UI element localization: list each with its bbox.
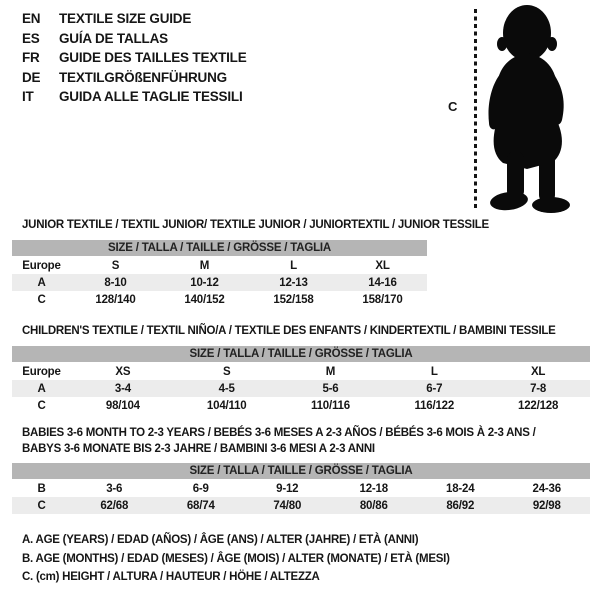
table-cell: 98/104 <box>105 399 140 412</box>
table-cell: 68/74 <box>158 497 245 514</box>
language-row <box>22 9 247 29</box>
guide-title: TEXTILGRÖßENFÜHRUNG <box>59 69 227 85</box>
junior-size-table <box>12 240 427 308</box>
row-label-cell: C <box>12 497 71 514</box>
babies-title-line1: BABIES 3-6 MONTH TO 2-3 YEARS / BEBÉS 3-6 MESES A 2-3 AÑOS / BÉBÉS 3-6 MOIS À 2-3 ANS / <box>22 427 536 439</box>
table-cell: 80/86 <box>331 497 418 514</box>
language-code: ES <box>22 30 40 46</box>
table-cell: 12-13 <box>249 274 338 291</box>
table-cell: S <box>111 260 120 272</box>
babies-section-title <box>22 425 536 457</box>
table-cell: 6-7 <box>382 380 486 397</box>
table-cell: M <box>325 366 336 378</box>
table-cell: 86/92 <box>417 497 504 514</box>
language-code: DE <box>22 69 41 85</box>
table-cell: 110/116 <box>311 399 350 412</box>
table-row <box>12 291 427 308</box>
footnote-c: C. (cm) HEIGHT / ALTURA / HAUTEUR / HÖHE / ALTEZZA <box>22 571 320 584</box>
size-header-cell: SIZE / TALLA / TAILLE / GRÖSSE / TAGLIA <box>12 240 427 257</box>
table-cell: 3-4 <box>71 380 175 397</box>
table-cell: XL <box>530 366 546 378</box>
language-row <box>22 87 247 107</box>
guide-title: GUIDA ALLE TAGLIE TESSILI <box>59 89 243 104</box>
table-cell: 4-5 <box>175 380 279 397</box>
babies-title-line2: BABYS 3-6 MONATE BIS 2-3 JAHRE / BAMBINI 3-6 MESI A 2-3 ANNI <box>22 443 375 455</box>
table-cell: 6-9 <box>192 483 209 495</box>
table-row <box>12 497 590 514</box>
guide-title: GUIDE DES TAILLES TEXTILE <box>59 50 247 65</box>
language-code: IT <box>22 89 34 104</box>
table-row <box>12 257 427 274</box>
table-cell: XS <box>115 366 131 378</box>
children-size-table <box>12 346 590 414</box>
table-cell: 3-6 <box>106 483 123 495</box>
table-row <box>12 397 590 414</box>
babies-size-table <box>12 463 590 514</box>
children-section-title: CHILDREN'S TEXTILE / TEXTIL NIÑO/A / TEXTILE DES ENFANTS / KINDERTEXTIL / BAMBINI TESSILE <box>22 325 556 337</box>
guide-title: TEXTILE SIZE GUIDE <box>59 11 192 26</box>
table-cell: 104/110 <box>206 399 247 412</box>
table-cell: 12-18 <box>359 483 388 495</box>
baby-silhouette-icon <box>487 3 587 213</box>
table-cell: 7-8 <box>486 380 590 397</box>
table-cell: 8-10 <box>71 274 160 291</box>
row-label-cell: B <box>37 483 46 495</box>
table-cell: 18-24 <box>446 483 475 495</box>
table-cell: L <box>430 366 438 378</box>
row-label-cell: A <box>12 274 71 291</box>
table-cell: 5-6 <box>279 380 383 397</box>
table-header-row <box>12 240 427 257</box>
table-cell: 128/140 <box>95 293 136 306</box>
row-label-cell: Europe <box>22 366 61 378</box>
row-label-cell: Europe <box>22 260 61 272</box>
language-code: FR <box>22 50 40 65</box>
language-code: EN <box>22 11 41 26</box>
language-row <box>22 48 247 68</box>
table-cell: S <box>222 366 231 378</box>
table-cell: 152/158 <box>273 293 314 306</box>
table-cell: 9-12 <box>276 483 299 495</box>
table-cell: L <box>290 260 297 272</box>
language-row <box>22 29 247 49</box>
table-cell: 14-16 <box>338 274 427 291</box>
table-cell: 92/98 <box>504 497 591 514</box>
footnote-legend <box>22 531 450 587</box>
guide-title: GUÍA DE TALLAS <box>59 30 168 46</box>
table-row <box>12 380 590 397</box>
table-cell: M <box>199 260 210 272</box>
table-header-row <box>12 346 590 363</box>
language-row <box>22 68 247 88</box>
row-label-cell: C <box>37 399 46 412</box>
table-cell: 74/80 <box>244 497 331 514</box>
table-row <box>12 274 427 291</box>
table-cell: 10-12 <box>160 274 249 291</box>
table-header-row <box>12 463 590 480</box>
table-cell: 122/128 <box>518 399 559 412</box>
table-row <box>12 363 590 380</box>
footnote-a: A. AGE (YEARS) / EDAD (AÑOS) / ÂGE (ANS) / ALTER (JAHRE) / ETÀ (ANNI) <box>22 534 419 546</box>
table-cell: 140/152 <box>184 293 225 306</box>
table-cell: 24-36 <box>532 483 561 495</box>
height-dotted-line <box>474 9 477 210</box>
row-label-cell: C <box>37 293 46 306</box>
footnote-b: B. AGE (MONTHS) / EDAD (MESES) / ÂGE (MOIS) / ALTER (MONATE) / ETÀ (MESI) <box>22 552 450 565</box>
row-label-cell: A <box>12 380 71 397</box>
language-header <box>22 9 247 107</box>
table-cell: XL <box>375 260 390 272</box>
table-cell: 158/170 <box>362 293 403 306</box>
size-header-cell: SIZE / TALLA / TAILLE / GRÖSSE / TAGLIA <box>12 346 590 363</box>
height-measure-label: C <box>448 99 458 114</box>
table-row <box>12 480 590 497</box>
size-header-cell: SIZE / TALLA / TAILLE / GRÖSSE / TAGLIA <box>12 463 590 480</box>
table-cell: 116/122 <box>414 399 455 412</box>
junior-section-title: JUNIOR TEXTILE / TEXTIL JUNIOR/ TEXTILE JUNIOR / JUNIORTEXTIL / JUNIOR TESSILE <box>22 219 489 231</box>
table-cell: 62/68 <box>71 497 158 514</box>
